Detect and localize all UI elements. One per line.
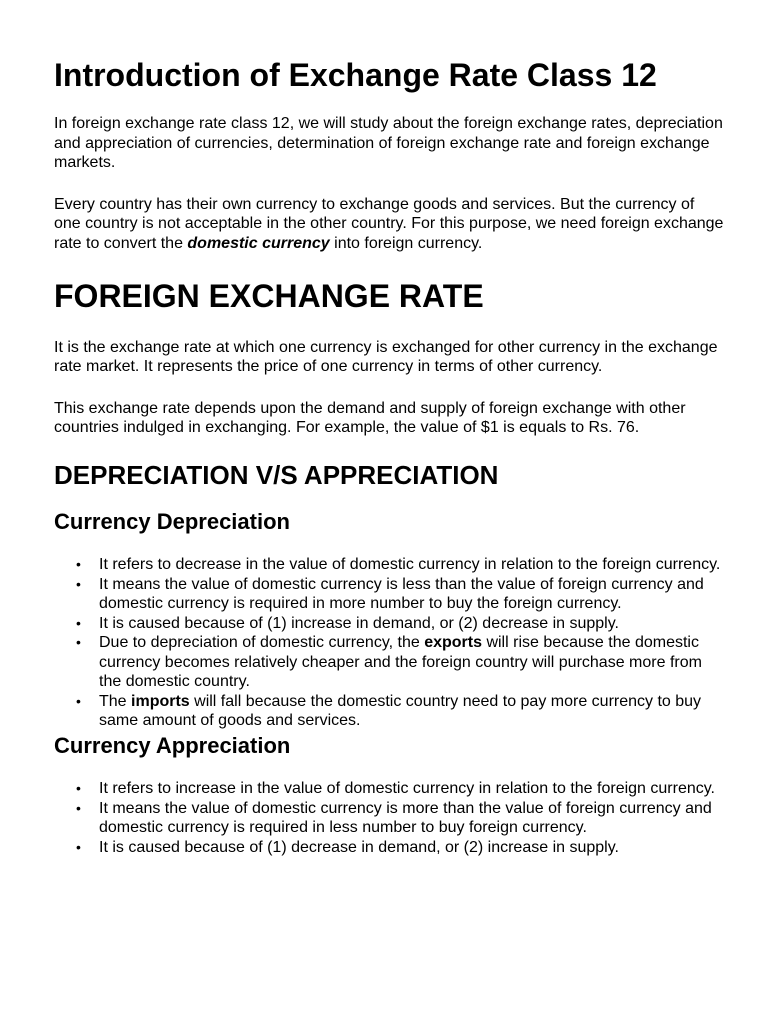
forex-paragraph-1: It is the exchange rate at which one currency is exchanged for other currency in the exchange rate market. It represents the price of one currency in terms of other currency. xyxy=(54,338,718,376)
list-item: • It means the value of domestic currency is more than the value of foreign currency and domestic currency is required in less number to buy foreign currency. xyxy=(99,799,724,838)
depreciation-vs-appreciation-heading: DEPRECIATION V/S APPRECIATION xyxy=(54,459,499,490)
intro-paragraph-2-start: Every country has their own currency to exchange goods and services. But the currency of one country is not acceptable in the other country. For this purpose, we need foreign exchange rate to convert the xyxy=(54,195,724,252)
forex-paragraph-2: This exchange rate depends upon the demand and supply of foreign exchange with other countries indulged in exchanging. For example, the value of $1 is equals to Rs. 76. xyxy=(54,399,686,437)
foreign-exchange-rate-heading: FOREIGN EXCHANGE RATE xyxy=(54,278,484,315)
list-item: • It is caused because of (1) decrease in demand, or (2) increase in supply. xyxy=(99,838,724,858)
exports-emphasis: exports xyxy=(424,634,482,652)
intro-paragraph-1: In foreign exchange rate class 12, we will study about the foreign exchange rates, depreciation and appreciation of currencies, determination of foreign exchange rate and foreign exchange markets. xyxy=(54,115,723,172)
list-item: • It refers to increase in the value of domestic currency in relation to the foreign currency. xyxy=(99,779,724,799)
list-item-text-end: will rise because the domestic currency becomes relatively cheaper and the foreign country will purchase more from the domestic country. xyxy=(99,634,702,691)
domestic-currency-emphasis: domestic currency xyxy=(187,234,330,252)
currency-appreciation-heading: Currency Appreciation xyxy=(54,732,291,758)
list-item-text-start: Due to depreciation of domestic currency, the xyxy=(99,634,425,652)
intro-paragraph-2 xyxy=(54,195,724,254)
document-page xyxy=(54,56,724,857)
list-item-text-start: The xyxy=(99,692,132,710)
list-item xyxy=(99,633,724,692)
list-item-text-end: will fall because the domestic country need to pay more currency to buy same amount of goods and services. xyxy=(99,692,702,730)
depreciation-list xyxy=(54,555,724,731)
list-item xyxy=(99,692,724,731)
page-title: Introduction of Exchange Rate Class 12 xyxy=(54,57,657,93)
list-item: • It is caused because of (1) increase in demand, or (2) decrease in supply. xyxy=(99,614,724,634)
intro-paragraph-2-end: into foreign currency. xyxy=(329,234,483,252)
list-item: • It means the value of domestic currency is less than the value of foreign currency and domestic currency is required in more number to buy the foreign currency. xyxy=(99,575,724,614)
appreciation-list xyxy=(54,779,724,857)
imports-emphasis: imports xyxy=(131,692,190,710)
list-item: • It refers to decrease in the value of domestic currency in relation to the foreign currency. xyxy=(99,555,724,575)
currency-depreciation-heading: Currency Depreciation xyxy=(54,508,290,534)
